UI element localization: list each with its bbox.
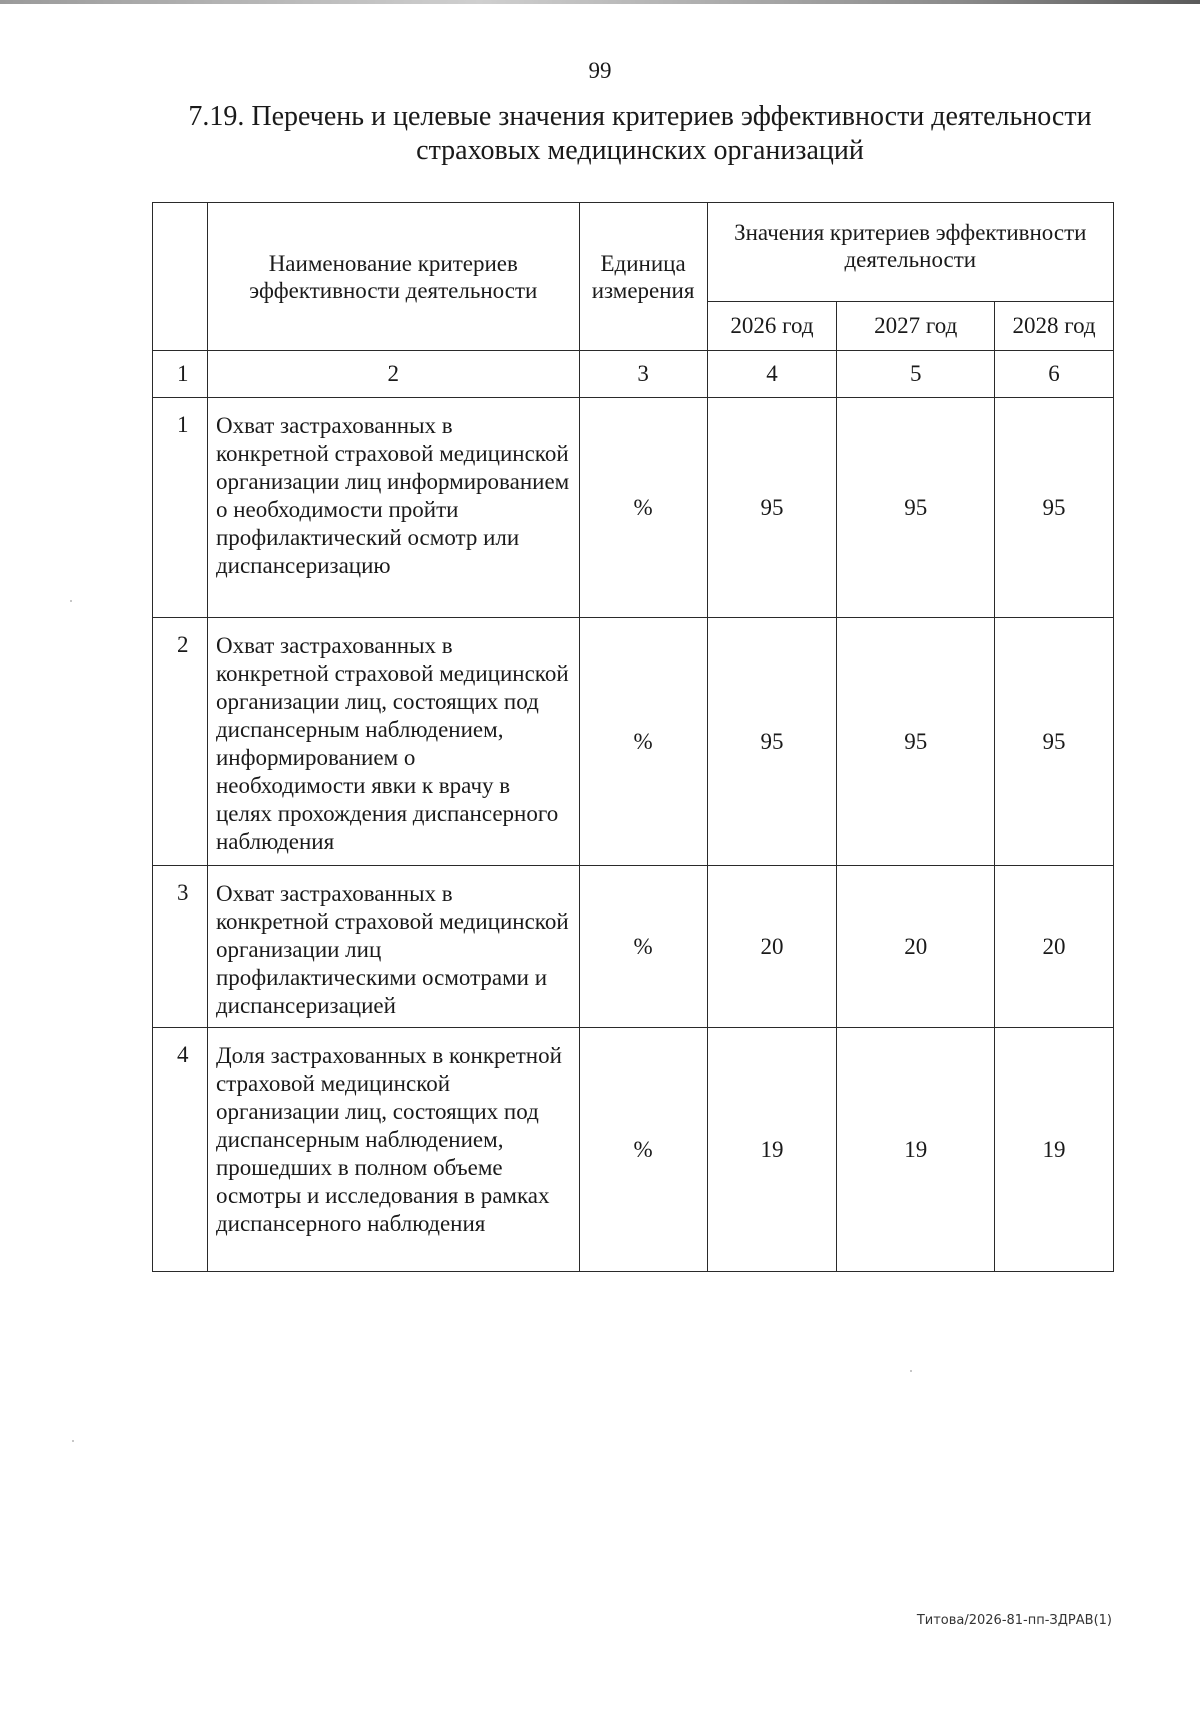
criterion-name: Охват застрахованных в конкретной страховой медицинской организации лиц, состоящих под диспансерным наблюдением, информированием о необходимости явки к врачу в целях прохождения диспансерного наблюдения (207, 618, 579, 866)
header-number-cell (153, 203, 208, 351)
criterion-unit: % (579, 398, 707, 618)
header-year-2027: 2027 год (837, 302, 995, 351)
value-2027: 20 (837, 866, 995, 1028)
criterion-unit: % (579, 866, 707, 1028)
value-2026: 95 (707, 618, 837, 866)
value-2026: 19 (707, 1028, 837, 1272)
column-number-5: 5 (837, 351, 995, 398)
column-number-6: 6 (995, 351, 1114, 398)
table-row (153, 866, 1114, 1028)
header-name-cell: Наименование критериев эффективности деятельности (207, 203, 579, 351)
value-2026: 20 (707, 866, 837, 1028)
value-2027: 95 (837, 398, 995, 618)
value-2028: 20 (995, 866, 1114, 1028)
header-year-2026: 2026 год (707, 302, 837, 351)
title-line-1: 7.19. Перечень и целевые значения критериев эффективности деятельности (188, 101, 1092, 132)
header-values-cell: Значения критериев эффективности деятельности (707, 203, 1113, 302)
column-number-3: 3 (579, 351, 707, 398)
header-unit-cell: Единица измерения (579, 203, 707, 351)
column-number-2: 2 (207, 351, 579, 398)
column-number-4: 4 (707, 351, 837, 398)
page-number: 99 (588, 58, 612, 83)
row-number: 1 (153, 398, 208, 618)
table-row (153, 1028, 1114, 1272)
criterion-unit: % (579, 618, 707, 866)
scan-speck (72, 1440, 74, 1442)
document-title (130, 100, 1150, 168)
value-2027: 95 (837, 618, 995, 866)
table-row (153, 398, 1114, 618)
scan-speck (910, 1370, 912, 1372)
row-number: 4 (153, 1028, 208, 1272)
header-year-2028: 2028 год (995, 302, 1114, 351)
value-2026: 95 (707, 398, 837, 618)
row-number: 3 (153, 866, 208, 1028)
criterion-unit: % (579, 1028, 707, 1272)
criterion-name: Охват застрахованных в конкретной страховой медицинской организации лиц профилактическими осмотрами и диспансеризацией (207, 866, 579, 1028)
title-line-2: страховых медицинских организаций (416, 135, 864, 166)
value-2028: 95 (995, 618, 1114, 866)
table-header-row (153, 203, 1114, 302)
value-2028: 19 (995, 1028, 1114, 1272)
criterion-name: Охват застрахованных в конкретной страховой медицинской организации лиц информированием о необходимости пройти профилактический осмотр или диспансеризацию (207, 398, 579, 618)
scan-edge-line (0, 0, 1200, 4)
row-number: 2 (153, 618, 208, 866)
document-code: Титова/2026-81-пп-ЗДРАВ(1) (916, 1613, 1112, 1628)
column-numbers-row (153, 351, 1114, 398)
criterion-name: Доля застрахованных в конкретной страховой медицинской организации лиц, состоящих под диспансерным наблюдением, прошедших в полном объеме осмотры и исследования в рамках диспансерного наблюдения (207, 1028, 579, 1272)
value-2027: 19 (837, 1028, 995, 1272)
criteria-table (152, 202, 1114, 1272)
value-2028: 95 (995, 398, 1114, 618)
scan-speck (70, 600, 72, 602)
table-row (153, 618, 1114, 866)
column-number-1: 1 (153, 351, 208, 398)
